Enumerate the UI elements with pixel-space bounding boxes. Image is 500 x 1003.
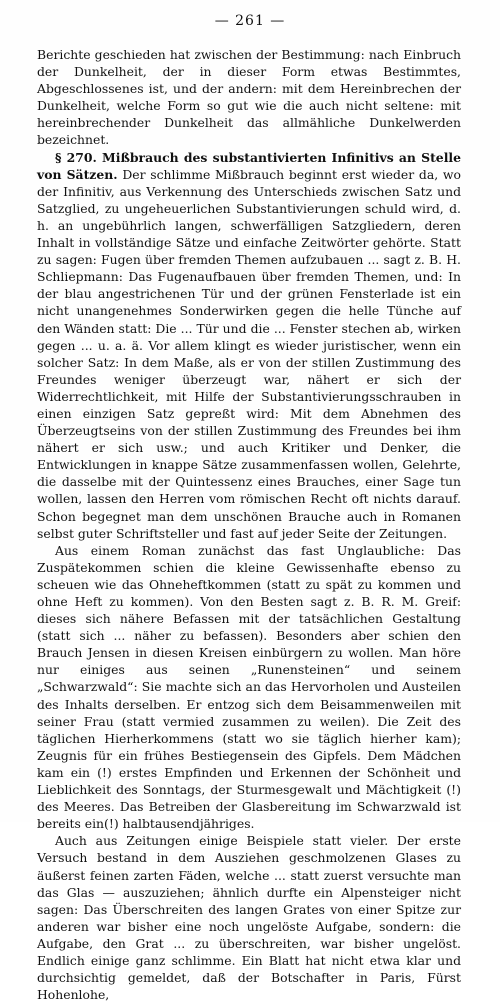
page-body bbox=[37, 46, 461, 1003]
paragraph-text: Der schlimme Mißbrauch beginnt erst wieder da, wo der Infinitiv, aus Verkennung des Unterschieds zwischen Satz und Satzglied, zu ungeheuerlichen Substantivierungen schuld wird, d. h. an ungebührlich langen, schwerfälligen Satzgliedern, deren Inhalt in vollständige Sätze und einfache Zeitwörter gehörte. Statt zu sagen: Fugen über fremden Themen aufzubauen ... sagt z. B. H. Schliepmann: Das Fugenaufbauen über fremden Themen, und: In der blau angestrichenen Tür und der grünen Fensterlade ist ein nicht unangenehmes Sonderwirken gegen die helle Tünche auf den Wänden statt: Die ... Tür und die ... Fenster stechen ab, wirken gegen ... u. a. ä. Vor allem klingt es wieder juristischer, wenn ein solcher Satz: In dem Maße, als er von der stillen Zustimmung des Freundes weniger überzeugt war, nähert er sich der Widerrechtlichkeit, mit Hilfe der Substantivierungsschrauben in einen einzigen Satz gepreßt wird: Mit dem Abnehmen des Überzeugtseins von der stillen Zustimmung des Freundes bei ihm nähert er sich usw.; und auch Kritiker und Denker, die Entwicklungen in knappe Sätze zusammenfassen wollen, Gelehrte, die dasselbe mit der Quintessenz eines Brauches, einer Sage tun wollen, lassen den Herren vom römischen Recht oft nichts darauf. Schon begegnet man dem unschönen Brauche auch in Romanen selbst guter Schriftsteller und fast auf jeder Seite der Zeitungen. bbox=[37, 166, 461, 541]
section-paragraph bbox=[37, 149, 461, 542]
page-number: — 261 — bbox=[214, 13, 286, 29]
paragraph: Auch aus Zeitungen einige Beispiele statt vieler. Der erste Versuch bestand in dem Ausziehen geschmolzenen Glases zu äußerst feinen zarten Fäden, welche ... statt zuerst versuchte man das Glas — auszuziehen; ähnlich durfte ein Alpensteiger nicht sagen: Das Überschreiten des langen Grates von einer Spitze zur anderen war bisher eine noch ungelöste Aufgabe, sondern: die Aufgabe, den Grat ... zu überschreiten, war bisher ungelöst. Endlich einige ganz schlimme. Ein Blatt hat nicht etwa klar und durchsichtig gemeldet, daß der Botschafter in Paris, Fürst Hohenlohe, bbox=[37, 833, 461, 1003]
section-heading: § 270. Mißbrauch des substantivierten Infinitivs an Stelle von Sätzen. bbox=[37, 149, 461, 182]
paragraph: Aus einem Roman zunächst das fast Unglaubliche: Das Zuspätekommen schien die kleine Gewissenhafte ebenso zu scheuen wie das Ohneheftkommen (statt zu spät zu kommen und ohne Heft zu kommen). Von den Besten sagt z. B. R. M. Greif: dieses sich nähere Befassen mit der tatsächlichen Gestaltung (statt sich ... näher zu befassen). Besonders aber schien den Brauch Jensen in diesen Kreisen einbürgern zu wollen. Man höre nur einiges aus seinen „Runensteinen“ und seinem „Schwarzwald“: Sie machte sich an das Hervorholen und Austeilen des Inhalts derselben. Er entzog sich dem Beisammenweilen mit seiner Frau (statt vermied zusammen zu weilen). Die Zeit des täglichen Hierherkommens (statt wo sie täglich hierher kam); Zeugnis für ein frühes Bestiegensein des Gipfels. Dem Mädchen kam ein (!) erstes Empfinden und Erkennen der Schönheit und Lieblichkeit des Sonntags, der Sturmesgewalt und Mächtigkeit (!) des Meeres. Das Betreiben der Glasbereitung im Schwarzwald ist bereits ein(!) halbtausendjähriges. bbox=[37, 542, 461, 832]
paragraph: Berichte geschieden hat zwischen der Bestimmung: nach Einbruch der Dunkelheit, der in dieser Form etwas Bestimmtes, Abgeschlossenes ist, und der andern: mit dem Hereinbrechen der Dunkelheit, welche Form so gut wie die auch nicht seltene: mit hereinbrechender Dunkelheit das allmähliche Dunkelwerden bezeichnet. bbox=[37, 47, 461, 148]
